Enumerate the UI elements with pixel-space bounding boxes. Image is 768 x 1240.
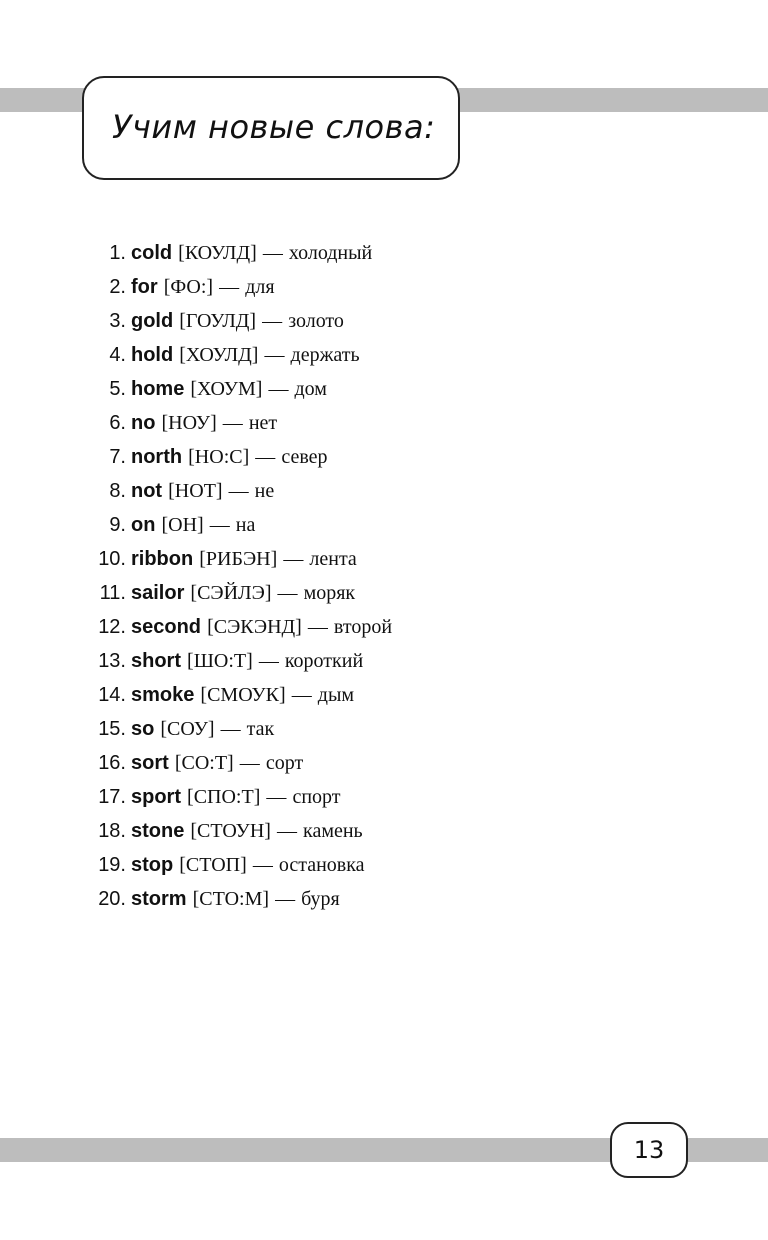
translation: моряк: [303, 582, 356, 604]
item-number: 8.: [109, 480, 126, 502]
english-word: gold: [131, 310, 174, 332]
list-item: [0, 508, 768, 542]
list-item: [0, 746, 768, 780]
item-number: 16.: [98, 752, 126, 774]
translation: остановка: [278, 854, 365, 876]
transcription: [СПО:Т]: [187, 786, 261, 808]
translation: холодный: [288, 242, 373, 264]
page-number: 13: [610, 1122, 688, 1178]
page-title: Учим новые слова:: [112, 108, 436, 146]
list-item: [0, 848, 768, 882]
transcription: [ФО:]: [163, 276, 214, 298]
translation: сорт: [265, 752, 304, 774]
translation: золото: [288, 310, 344, 332]
transcription: [СМОУК]: [200, 684, 286, 706]
translation: не: [254, 480, 275, 502]
dash: —: [277, 582, 298, 604]
dash: —: [219, 276, 240, 298]
item-number: 3.: [109, 310, 126, 332]
english-word: sport: [131, 786, 181, 808]
translation: камень: [303, 820, 363, 842]
translation: буря: [301, 888, 340, 910]
dash: —: [262, 242, 283, 264]
item-number: 13.: [98, 650, 126, 672]
english-word: home: [131, 378, 185, 400]
translation: север: [281, 446, 328, 468]
list-item: [0, 814, 768, 848]
translation: дым: [317, 684, 355, 706]
transcription: [ГОУЛД]: [179, 310, 257, 332]
dash: —: [266, 786, 287, 808]
english-word: sailor: [131, 582, 185, 604]
dash: —: [258, 650, 279, 672]
title-box: [82, 76, 460, 180]
list-item: [0, 610, 768, 644]
transcription: [НО:С]: [188, 446, 250, 468]
english-word: smoke: [131, 684, 195, 706]
item-number: 2.: [109, 276, 126, 298]
list-item: [0, 236, 768, 270]
translation: дом: [294, 378, 327, 400]
dash: —: [255, 446, 276, 468]
english-word: short: [131, 650, 181, 672]
list-item: [0, 576, 768, 610]
dash: —: [239, 752, 260, 774]
transcription: [РИБЭН]: [199, 548, 278, 570]
translation: так: [246, 718, 275, 740]
list-item: [0, 270, 768, 304]
dash: —: [268, 378, 289, 400]
transcription: [ШО:Т]: [187, 650, 253, 672]
item-number: 14.: [98, 684, 126, 706]
list-item: [0, 780, 768, 814]
list-item: [0, 474, 768, 508]
dash: —: [220, 718, 241, 740]
dash: —: [291, 684, 312, 706]
transcription: [СТОП]: [179, 854, 247, 876]
transcription: [СОУ]: [160, 718, 215, 740]
translation: нет: [248, 412, 278, 434]
transcription: [ХОУЛД]: [179, 344, 259, 366]
transcription: [СЭКЭНД]: [207, 616, 302, 638]
list-item: [0, 882, 768, 916]
english-word: stone: [131, 820, 185, 842]
transcription: [СТОУН]: [190, 820, 271, 842]
item-number: 1.: [109, 242, 126, 264]
item-number: 10.: [98, 548, 126, 570]
dash: —: [222, 412, 243, 434]
dash: —: [276, 820, 297, 842]
transcription: [ОН]: [161, 514, 204, 536]
english-word: on: [131, 514, 156, 536]
list-item: [0, 644, 768, 678]
translation: короткий: [284, 650, 364, 672]
list-item: [0, 304, 768, 338]
english-word: no: [131, 412, 156, 434]
item-number: 20.: [98, 888, 126, 910]
english-word: cold: [131, 242, 173, 264]
translation: лента: [309, 548, 357, 570]
english-word: storm: [131, 888, 187, 910]
dash: —: [275, 888, 296, 910]
list-item: [0, 406, 768, 440]
list-item: [0, 372, 768, 406]
item-number: 18.: [98, 820, 126, 842]
transcription: [ХОУМ]: [190, 378, 263, 400]
vocabulary-list: [0, 236, 768, 916]
item-number: 6.: [109, 412, 126, 434]
transcription: [НОУ]: [161, 412, 217, 434]
item-number: 17.: [98, 786, 126, 808]
item-number: 9.: [109, 514, 126, 536]
item-number: 5.: [109, 378, 126, 400]
dash: —: [262, 310, 283, 332]
transcription: [СЭЙЛЭ]: [190, 582, 272, 604]
translation: для: [245, 276, 275, 298]
translation: второй: [333, 616, 393, 638]
english-word: not: [131, 480, 163, 502]
transcription: [НОТ]: [168, 480, 223, 502]
list-item: [0, 338, 768, 372]
transcription: [КОУЛД]: [178, 242, 257, 264]
english-word: stop: [131, 854, 174, 876]
translation: держать: [290, 344, 360, 366]
english-word: hold: [131, 344, 174, 366]
list-item: [0, 440, 768, 474]
transcription: [СО:Т]: [174, 752, 234, 774]
translation: спорт: [292, 786, 341, 808]
english-word: for: [131, 276, 158, 298]
translation: на: [235, 514, 256, 536]
list-item: [0, 678, 768, 712]
dash: —: [228, 480, 249, 502]
item-number: 15.: [98, 718, 126, 740]
english-word: ribbon: [131, 548, 194, 570]
dash: —: [252, 854, 273, 876]
dash: —: [209, 514, 230, 536]
item-number: 12.: [98, 616, 126, 638]
item-number: 7.: [109, 446, 126, 468]
english-word: so: [131, 718, 155, 740]
list-item: [0, 712, 768, 746]
dash: —: [264, 344, 285, 366]
item-number: 11.: [99, 582, 126, 604]
item-number: 19.: [98, 854, 126, 876]
english-word: second: [131, 616, 202, 638]
dash: —: [307, 616, 328, 638]
list-item: [0, 542, 768, 576]
transcription: [СТО:М]: [192, 888, 270, 910]
dash: —: [283, 548, 304, 570]
english-word: sort: [131, 752, 169, 774]
english-word: north: [131, 446, 183, 468]
item-number: 4.: [109, 344, 126, 366]
